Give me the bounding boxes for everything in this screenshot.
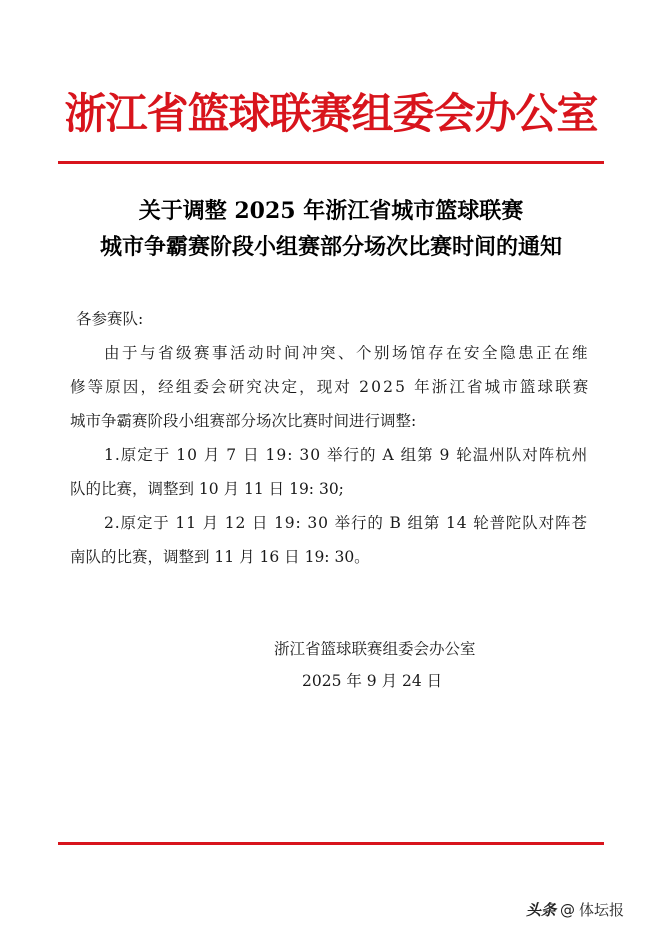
paragraph-1-line-1: 由于与省级赛事活动时间冲突、个别场馆存在安全隐患正在维 <box>104 344 591 362</box>
watermark-account: 体坛报 <box>578 901 624 919</box>
signature-date: 2025 年 9 月 24 日 <box>302 672 443 690</box>
notice-title-line-2: 城市争霸赛阶段小组赛部分场次比赛时间的通知 <box>99 234 562 260</box>
item-2-line-2: 南队的比赛，调整到 11 月 16 日 19: 30。 <box>70 548 370 566</box>
source-watermark <box>526 899 624 920</box>
footer-divider <box>58 842 604 845</box>
at-sign-icon: @ <box>559 900 575 919</box>
item-1-line-2: 队的比赛，调整到 10 月 11 日 19: 30; <box>70 480 344 498</box>
org-letterhead-title: 浙江省篮球联赛组委会办公室 <box>64 89 598 138</box>
signature-org: 浙江省篮球联赛组委会办公室 <box>274 640 476 658</box>
notice-title-line-1: 关于调整 2025 年浙江省城市篮球联赛 <box>138 198 524 224</box>
item-2-line-1: 2.原定于 11 月 12 日 19: 30 举行的 B 组第 14 轮普陀队对阵苍 <box>104 514 588 532</box>
letterhead-divider <box>58 161 604 164</box>
watermark-brand: 头条 <box>525 901 556 919</box>
paragraph-1-line-2: 修等原因，经组委会研究决定，现对 2025 年浙江省城市篮球联赛 <box>70 378 591 396</box>
paragraph-1-line-3: 城市争霸赛阶段小组赛部分场次比赛时间进行调整: <box>70 412 417 430</box>
item-1-line-1: 1.原定于 10 月 7 日 19: 30 举行的 A 组第 9 轮温州队对阵杭州 <box>104 446 589 464</box>
salutation: 各参赛队: <box>76 310 144 328</box>
